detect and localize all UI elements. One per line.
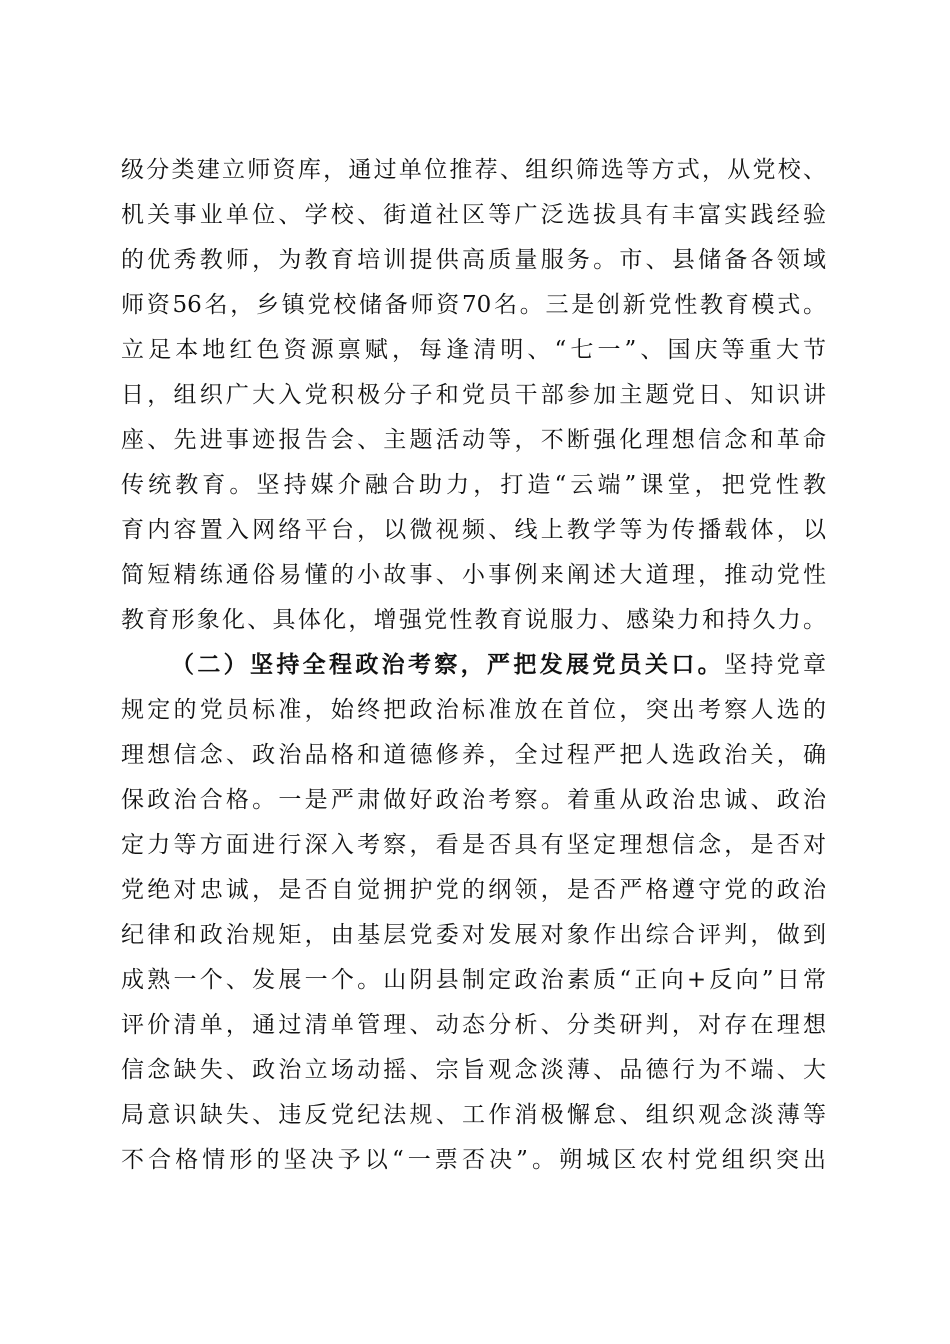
text-line: 保政治合格。一是严肃做好政治考察。着重从政治忠诚、政治 [121,787,826,813]
section-heading: （二）坚持全程政治考察，严把发展党员关口。 [171,651,724,678]
text-line: 师资56名，乡镇党校储备师资70名。三是创新党性教育模式。 [121,292,826,318]
text-line: 规定的党员标准，始终把政治标准放在首位，突出考察人选的 [121,697,826,723]
text-line: 党绝对忠诚，是否自觉拥护党的纲领，是否严格遵守党的政治 [121,877,826,903]
text-line: 级分类建立师资库，通过单位推荐、组织筛选等方式，从党校、 [121,157,826,183]
text-line: 纪律和政治规矩，由基层党委对发展对象作出综合评判，做到 [121,922,826,948]
text-line: 的优秀教师，为教育培训提供高质量服务。市、县储备各领域 [121,247,826,273]
text-line: 日，组织广大入党积极分子和党员干部参加主题党日、知识讲 [121,382,826,408]
section-heading-line [171,645,826,685]
section-heading-tail: 坚持党章 [724,652,827,678]
text-line: 不合格情形的坚决予以“一票否决”。朔城区农村党组织突出 [121,1147,826,1173]
text-line: 简短精练通俗易懂的小故事、小事例来阐述大道理，推动党性 [121,562,826,588]
text-line: 定力等方面进行深入考察，看是否具有坚定理想信念，是否对 [121,832,826,858]
text-line: 立足本地红色资源禀赋，每逢清明、“七一”、国庆等重大节 [121,337,826,363]
text-line: 机关事业单位、学校、街道社区等广泛选拔具有丰富实践经验 [121,202,826,228]
text-line: 评价清单，通过清单管理、动态分析、分类研判，对存在理想 [121,1012,826,1038]
text-line: 局意识缺失、违反党纪法规、工作消极懈怠、组织观念淡薄等 [121,1102,826,1128]
text-line: 信念缺失、政治立场动摇、宗旨观念淡薄、品德行为不端、大 [121,1057,826,1083]
text-line: 理想信念、政治品格和道德修养，全过程严把人选政治关，确 [121,742,826,768]
text-line: 育内容置入网络平台，以微视频、线上教学等为传播载体，以 [121,517,826,543]
text-line: 成熟一个、发展一个。山阴县制定政治素质“正向+反向”日常 [121,967,826,993]
text-line: 传统教育。坚持媒介融合助力，打造“云端”课堂，把党性教 [121,472,826,498]
text-line: 座、先进事迹报告会、主题活动等，不断强化理想信念和革命 [121,427,826,453]
text-line: 教育形象化、具体化，增强党性教育说服力、感染力和持久力。 [121,607,826,633]
